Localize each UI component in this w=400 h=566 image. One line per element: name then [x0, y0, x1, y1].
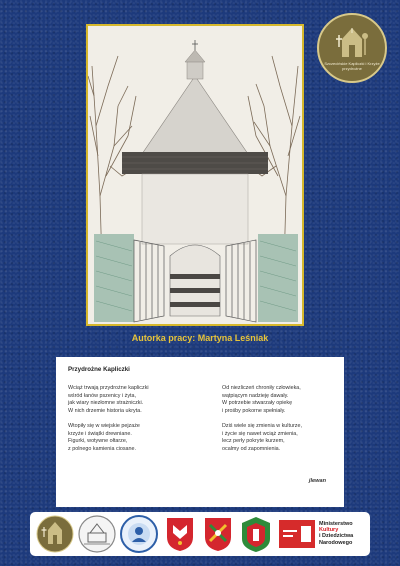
ministry-line: Kultury: [319, 527, 339, 534]
coat-of-arms-red: [164, 515, 196, 553]
chapel-drawing: [88, 26, 302, 324]
poem-line: wątpiącym nadzieję dawały.: [222, 392, 289, 399]
right-bush-drawing: [258, 234, 298, 322]
poem-line: Od niezliczeń chroniły człowieka,: [222, 385, 301, 391]
chapel-icon: [335, 25, 369, 59]
poem-line: jak wiary niezłomne strażniczki.: [68, 400, 144, 407]
project-badge: [317, 13, 387, 83]
artwork-frame: [86, 24, 304, 326]
coat-of-arms-green: [202, 515, 234, 553]
ministry-line: Narodowego: [319, 539, 353, 546]
poem-panel: [56, 357, 344, 507]
city-crest-logo: [240, 515, 272, 553]
poem-line: i prośby pokorne spełniały.: [222, 407, 286, 414]
ministry-logo: [319, 521, 353, 546]
poem-line: W nich drzemie historia ukryta.: [68, 407, 142, 414]
ministry-line: i Dziedzictwa: [319, 533, 354, 540]
foundation-logo: [279, 520, 315, 548]
sponsor-footer: [30, 512, 370, 556]
poem-line: Dziś wiele się zmienia w kulturze,: [222, 422, 302, 429]
poem-line: wśród łanów pszenicy i żyta,: [68, 392, 137, 399]
poem-line: W potrzebie stwarzały opiekę: [222, 400, 293, 407]
ministry-line: Ministerstwo: [319, 521, 353, 527]
poem-line: Wciąż trwają przydrożne kapliczki: [68, 385, 149, 391]
poem-line: Wtopiły się w wiejskie pejzaże: [68, 422, 140, 429]
poem-line: lecz perły pokryte kurzem,: [222, 438, 285, 445]
badge-text: Szczecińskie Kapliczki i Krzyże przydrożne: [324, 61, 380, 71]
artwork-author: Autorka pracy: Martyna Leśniak: [131, 333, 269, 343]
poem-signature: jlewan: [308, 478, 326, 484]
school-logo: [120, 515, 158, 553]
poem-line: ocalmy od zapomnienia.: [222, 445, 281, 452]
church-logo: [78, 515, 116, 553]
poem-line: Figurki, wotywne ołtarze,: [68, 438, 128, 445]
left-bush-drawing: [94, 234, 134, 322]
poem-line: z polnego kamienia ciosane.: [68, 445, 137, 452]
project-logo: [36, 515, 74, 553]
chapel-roof: [142, 76, 248, 154]
poem-column-left: [68, 385, 149, 453]
poem-line: i życie się nawet wciąż zmienia,: [222, 430, 298, 437]
poem-column-right: [222, 385, 302, 453]
poem-title: Przydrożne Kapliczki: [68, 366, 130, 373]
poem-line: krzyże i świątki drewniane.: [68, 430, 132, 437]
